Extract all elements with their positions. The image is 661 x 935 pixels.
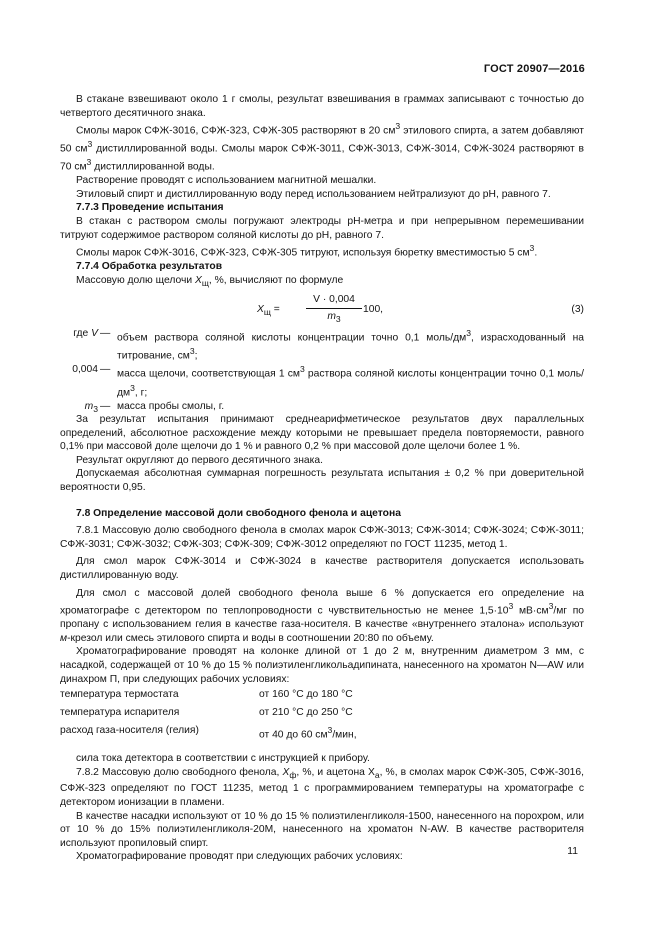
paragraph: Смолы марок СФЖ-3016, СФЖ-323, СФЖ-305 растворяют в 20 $см^3$ этилового спирта, а затем добавляют 50 $см^3$ дистиллированной воды. Смолы марок СФЖ-3011, СФЖ-3013, СФЖ-3014, СФЖ-3024 растворяют в 70 $см^3$ дистиллированной воды. xyxy=(60,121,584,173)
document-body xyxy=(60,93,584,864)
condition-value: от 210 °С до 250 °С xyxy=(259,707,353,719)
condition-row xyxy=(60,686,584,704)
paragraph: 7.8.2 Массовую долю свободного фенола, $X_ф$, %, и ацетона $X_а$, %, в смолах марок СФЖ-305, СФЖ-3016, СФЖ-323 определяют по ГОСТ 11235, метод 1 с программированием температуры на хроматографе с детектором ионизации в пламени. xyxy=(60,766,584,809)
paragraph: Этиловый спирт и дистиллированную воду перед использованием нейтрализуют до pH, равного 7. xyxy=(76,188,551,200)
formula-fraction xyxy=(306,293,362,326)
condition-row xyxy=(60,722,584,740)
section-heading: 7.8 Определение массовой доли свободного фенола и ацетона xyxy=(76,507,401,519)
definition-dash: — xyxy=(100,328,111,340)
condition-value: от 160 °С до 180 °С xyxy=(259,689,353,701)
condition-name: расход газа-носителя (гелия) xyxy=(60,725,199,737)
formula-lhs: $X_щ$ = xyxy=(257,304,280,318)
formula-factor: 100, xyxy=(363,304,384,316)
paragraph: За результат испытания принимают среднеарифметическое результатов двух параллельных определений, абсолютное расхождение между которыми не превышает предела повторяемости, равного 0,1% при массовой доле щелочи до 1 % и равного 0,2 % при массовой доле щелочи более 1 %. xyxy=(60,414,584,453)
paragraph: Массовую долю щелочи $X_щ$, %, вычисляют по формуле xyxy=(76,274,344,288)
definition-text: масса щелочи, соответствующая 1 $см^3$ раствора соляной кислоты концентрации точно 0,1 моль/$дм^3$, г; xyxy=(117,364,585,398)
page-number: 11 xyxy=(567,846,578,857)
formula-3 xyxy=(60,293,584,327)
condition-row xyxy=(60,704,584,722)
definition-item xyxy=(60,327,584,363)
paragraph: 7.8.1 Массовую долю свободного фенола в смолах марок СФЖ-3013; СФЖ-3014; СФЖ-3024; СФЖ-3011; СФЖ-3031; СФЖ-3032; СФЖ-303; СФЖ-309; СФЖ-3012 определяют по ГОСТ 11235, метод 1. xyxy=(60,525,584,550)
condition-value: от 40 до 60 $см^3$/мин, xyxy=(259,725,357,741)
paragraph: В стакан с раствором смолы погружают электроды pH-метра и при непрерывном перемешивании титруют содержимое раствором соляной кислоты до pH, равного 7. xyxy=(60,216,584,241)
paragraph: сила тока детектора в соответствии с инструкцией к прибору. xyxy=(76,753,370,765)
formula-numerator: V · 0,004 xyxy=(306,293,362,309)
definition-symbol: $m_3$ xyxy=(84,400,98,414)
paragraph: Для смол с массовой долей свободного фенола выше 6 % допускается его определение на хроматографе с детектором по теплопроводности с чувствительностью не менее $1,5\cdot 10^3$ $мВ\cdot см^3/мг$ по пропану с использованием гелия в качестве газа-носителя. В качестве «внутреннего эталона» используют м-крезол или смесь этилового спирта и воды в соотношении 20:80 по объему. xyxy=(60,587,584,644)
paragraph: Хроматографирование проводят на колонке длиной от 1 до 2 м, внутренним диаметром 3 мм, с насадкой, содержащей от 10 % до 15 % полиэтиленгликольадипината, нанесенного на хроматон N—AW или динахром П, при следующих рабочих условиях: xyxy=(60,646,584,685)
definition-symbol: 0,004 xyxy=(72,364,98,376)
definition-text: масса пробы смолы, г. xyxy=(117,400,225,412)
condition-name: температура термостата xyxy=(60,689,179,701)
paragraph: Результат округляют до первого десятичного знака. xyxy=(76,454,323,466)
paragraph: В стакане взвешивают около 1 г смолы, результат взвешивания в граммах записывают с точностью до четвертого десятичного знака. xyxy=(60,94,584,119)
equation-number: (3) xyxy=(571,304,584,316)
paragraph: Допускаемая абсолютная суммарная погрешность результата испытания ± 0,2 % при доверительной вероятности 0,95. xyxy=(60,468,584,494)
definition-dash: — xyxy=(100,400,111,412)
definition-item xyxy=(60,400,584,414)
paragraph: Хроматографирование проводят при следующих рабочих условиях: xyxy=(76,851,403,863)
paragraph: Для смол марок СФЖ-3014 и СФЖ-3024 в качестве растворителя допускается использовать дистиллированную воду. xyxy=(60,556,584,582)
doc-code-header: ГОСТ 20907—2016 xyxy=(483,63,585,75)
definition-item xyxy=(60,363,584,399)
definition-text: объем раствора соляной кислоты концентрации точно 0,1 моль/$дм^3$, израсходованный на титрование, $см^3$; xyxy=(117,328,584,362)
definition-dash: — xyxy=(100,364,111,376)
condition-name: температура испарителя xyxy=(60,707,180,719)
definition-symbol: где V xyxy=(73,328,98,340)
formula-denominator: $m_3$ xyxy=(327,311,341,325)
paragraph: В качестве насадки используют от 10 % до 15 % полиэтиленгликоля-1500, нанесенного на порохром, или от 10 % до 15% полиэтиленгликоля-20М, нанесенного на хроматон N-AW. В качестве растворителя используют пропиловый спирт. xyxy=(60,810,584,849)
section-heading: 7.7.4 Обработка результатов xyxy=(76,261,223,273)
section-heading: 7.7.3 Проведение испытания xyxy=(76,202,224,214)
paragraph: Смолы марок СФЖ-3016, СФЖ-323, СФЖ-305 титруют, используя бюретку вместимостью 5 $см^3$. xyxy=(76,243,538,259)
paragraph: Растворение проводят с использованием магнитной мешалки. xyxy=(76,175,377,187)
